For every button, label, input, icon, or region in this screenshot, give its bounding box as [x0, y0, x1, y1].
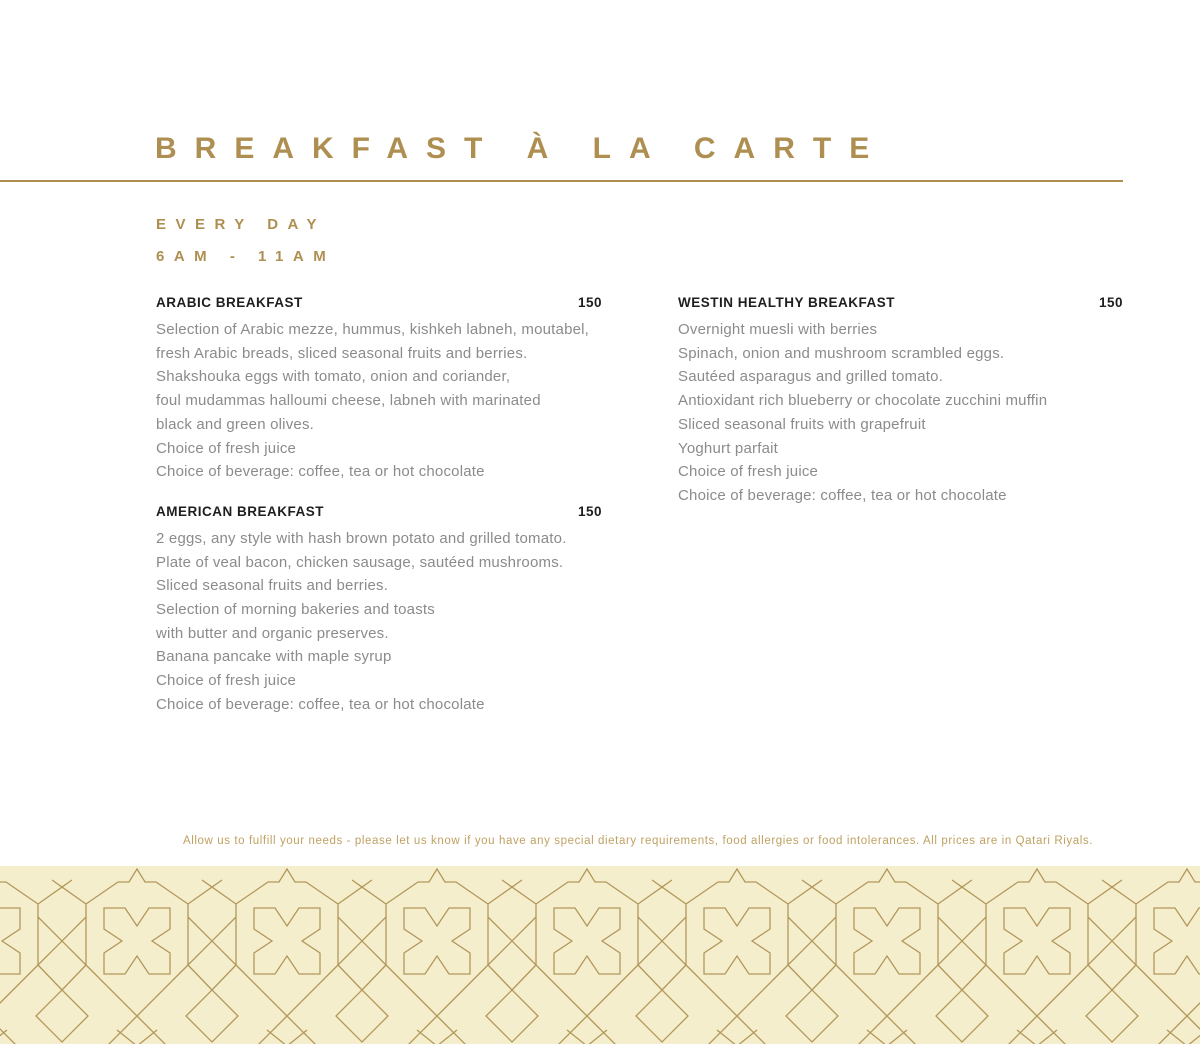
menu-line: Plate of veal bacon, chicken sausage, sautéed mushrooms. [156, 553, 564, 571]
menu-line: Choice of beverage: coffee, tea or hot chocolate [156, 463, 485, 481]
menu-section-arabic-breakfast [156, 296, 602, 484]
menu-line: Choice of fresh juice [156, 672, 297, 690]
section-price: 150 [1098, 295, 1123, 310]
title-divider [0, 180, 1123, 182]
menu-line: Sliced seasonal fruits with grapefruit [678, 415, 926, 433]
section-header [156, 505, 602, 519]
page-title: BREAKFAST À LA CARTE [155, 132, 888, 165]
section-price: 150 [577, 295, 602, 310]
menu-line: black and green olives. [156, 415, 315, 433]
menu-line: Sautéed asparagus and grilled tomato. [678, 368, 944, 386]
menu-column-left [156, 296, 602, 717]
menu-line: with butter and organic preserves. [156, 624, 389, 642]
section-name: AMERICAN BREAKFAST [156, 503, 325, 519]
schedule-hours: 6AM - 11AM [156, 248, 336, 265]
section-description [156, 527, 602, 717]
menu-line: foul mudammas halloumi cheese, labneh with marinated [156, 392, 541, 410]
section-name: ARABIC BREAKFAST [156, 295, 303, 310]
menu-line: Choice of beverage: coffee, tea or hot chocolate [678, 486, 1007, 504]
schedule-days: EVERY DAY [156, 216, 326, 233]
menu-line: Selection of Arabic mezze, hummus, kishkeh labneh, moutabel, [156, 321, 590, 338]
decorative-pattern-band [0, 866, 1200, 1044]
section-description [678, 318, 1123, 508]
menu-line: Shakshouka eggs with tomato, onion and coriander, [156, 368, 511, 386]
menu-line: Selection of morning bakeries and toasts [156, 601, 435, 619]
menu-line: Choice of beverage: coffee, tea or hot chocolate [156, 695, 485, 713]
islamic-geometric-pattern [0, 866, 1200, 1044]
menu-line: 2 eggs, any style with hash brown potato and grilled tomato. [156, 529, 567, 547]
section-header [678, 296, 1123, 310]
menu-line: Choice of fresh juice [678, 463, 819, 481]
footer-note: Allow us to fulfill your needs - please let us know if you have any special dietary requirements, food allergies or food intolerances. All prices are in Qatari Riyals. [182, 835, 1094, 847]
menu-line: Banana pancake with maple syrup [156, 648, 392, 666]
menu-line: fresh Arabic breads, sliced seasonal fruits and berries. [156, 344, 528, 362]
menu-line: Choice of fresh juice [156, 439, 297, 457]
section-price: 150 [577, 503, 602, 519]
section-header [156, 296, 602, 310]
pattern-lines [0, 866, 1200, 1044]
section-description [156, 318, 602, 484]
menu-line: Spinach, onion and mushroom scrambled eggs. [678, 344, 1005, 362]
menu-section-westin-healthy-breakfast [678, 296, 1123, 508]
menu-section-american-breakfast [156, 505, 602, 717]
menu-line: Yoghurt parfait [678, 439, 779, 457]
menu-line: Antioxidant rich blueberry or chocolate zucchini muffin [678, 392, 1048, 410]
menu-column-right [678, 296, 1123, 508]
menu-line: Sliced seasonal fruits and berries. [156, 577, 389, 595]
menu-line: Overnight muesli with berries [678, 321, 878, 338]
section-name: WESTIN HEALTHY BREAKFAST [678, 295, 896, 310]
